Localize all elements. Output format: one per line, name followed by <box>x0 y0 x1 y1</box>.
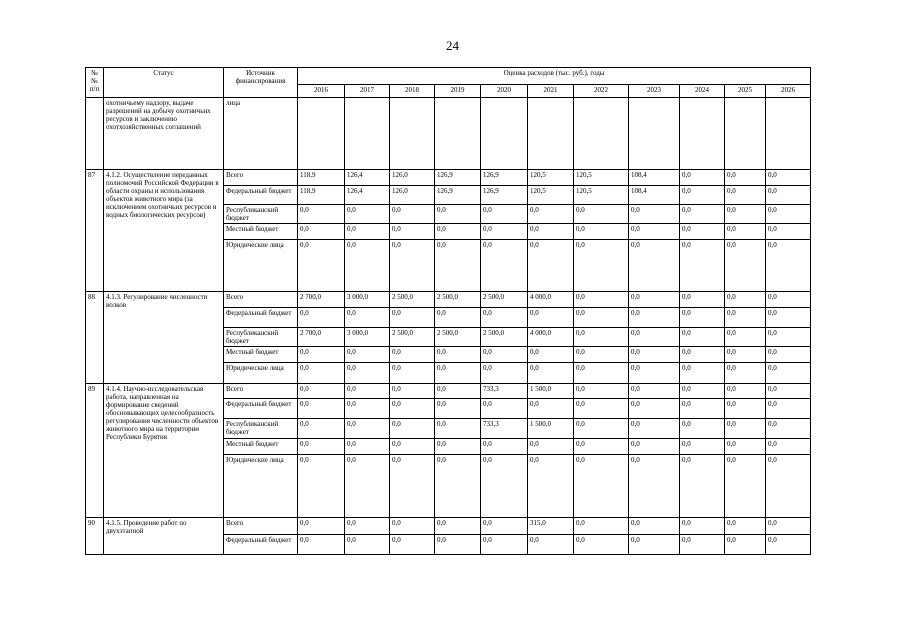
header-year: 2019 <box>435 85 481 98</box>
value-cell: 0,0 <box>435 205 481 224</box>
source-cell: Федеральный бюджет <box>224 308 298 328</box>
value-cell: 0,0 <box>629 399 680 419</box>
value-cell: 0,0 <box>390 455 435 518</box>
value-cell: 120,5 <box>574 170 629 186</box>
value-cell: 0,0 <box>298 240 345 292</box>
source-cell: Федеральный бюджет <box>224 399 298 419</box>
value-cell: 0,0 <box>528 363 574 384</box>
source-cell: Всего <box>224 292 298 308</box>
value-cell: 0,0 <box>345 240 390 292</box>
value-cell: 0,0 <box>629 419 680 439</box>
value-cell: 0,0 <box>390 224 435 240</box>
value-cell: 3 000,0 <box>345 292 390 308</box>
value-cell: 2 500,0 <box>435 328 481 347</box>
value-cell: 0,0 <box>574 455 629 518</box>
row-number: 90 <box>86 518 104 555</box>
value-cell: 0,0 <box>298 224 345 240</box>
value-cell: 0,0 <box>766 399 811 419</box>
value-cell: 0,0 <box>725 363 766 384</box>
value-cell: 126,9 <box>481 186 528 205</box>
value-cell <box>629 98 680 170</box>
value-cell: 126,4 <box>345 170 390 186</box>
value-cell: 0,0 <box>574 419 629 439</box>
value-cell: 0,0 <box>390 399 435 419</box>
value-cell: 0,0 <box>766 170 811 186</box>
header-year: 2016 <box>298 85 345 98</box>
value-cell: 0,0 <box>298 439 345 455</box>
header-year: 2022 <box>574 85 629 98</box>
header-year: 2023 <box>629 85 680 98</box>
value-cell: 0,0 <box>680 455 725 518</box>
value-cell: 1 500,0 <box>528 419 574 439</box>
value-cell: 0,0 <box>390 240 435 292</box>
value-cell: 0,0 <box>435 308 481 328</box>
value-cell: 0,0 <box>680 328 725 347</box>
value-cell: 0,0 <box>345 224 390 240</box>
value-cell: 315,0 <box>528 518 574 535</box>
value-cell: 2 500,0 <box>390 292 435 308</box>
value-cell <box>725 98 766 170</box>
value-cell <box>481 98 528 170</box>
value-cell: 0,0 <box>390 518 435 535</box>
value-cell: 2 500,0 <box>481 328 528 347</box>
value-cell: 0,0 <box>345 518 390 535</box>
value-cell: 0,0 <box>725 535 766 555</box>
value-cell: 733,3 <box>481 384 528 399</box>
value-cell: 0,0 <box>481 240 528 292</box>
value-cell <box>435 98 481 170</box>
value-cell: 2 500,0 <box>481 292 528 308</box>
table-row <box>86 292 811 308</box>
value-cell: 0,0 <box>680 363 725 384</box>
value-cell: 0,0 <box>725 170 766 186</box>
value-cell: 0,0 <box>298 419 345 439</box>
value-cell: 0,0 <box>435 455 481 518</box>
value-cell: 0,0 <box>435 363 481 384</box>
value-cell: 0,0 <box>766 419 811 439</box>
value-cell: 126,0 <box>390 170 435 186</box>
status-cell: 4.1.2. Осуществление переданных полномочий Российской Федерации в области охраны и использования объектов животного мира (за исключением охотничьих ресурсов и водных биологических ресурсов) <box>104 170 224 292</box>
value-cell: 0,0 <box>574 384 629 399</box>
value-cell: 0,0 <box>481 205 528 224</box>
value-cell: 0,0 <box>574 535 629 555</box>
value-cell: 0,0 <box>481 439 528 455</box>
value-cell: 126,9 <box>481 170 528 186</box>
source-cell: Местный бюджет <box>224 224 298 240</box>
value-cell: 0,0 <box>345 399 390 419</box>
value-cell <box>345 98 390 170</box>
value-cell: 0,0 <box>528 399 574 419</box>
value-cell: 0,0 <box>725 308 766 328</box>
value-cell: 0,0 <box>680 205 725 224</box>
value-cell: 0,0 <box>629 455 680 518</box>
header-no: №№ п/п <box>86 68 104 98</box>
value-cell: 0,0 <box>345 419 390 439</box>
value-cell: 0,0 <box>629 308 680 328</box>
value-cell: 0,0 <box>680 384 725 399</box>
value-cell: 0,0 <box>680 308 725 328</box>
value-cell: 126,9 <box>435 186 481 205</box>
value-cell: 0,0 <box>680 399 725 419</box>
value-cell: 0,0 <box>481 347 528 363</box>
value-cell: 0,0 <box>629 328 680 347</box>
value-cell: 0,0 <box>298 308 345 328</box>
value-cell: 0,0 <box>725 384 766 399</box>
value-cell: 0,0 <box>766 328 811 347</box>
source-cell: Юридические лица <box>224 363 298 384</box>
value-cell <box>766 98 811 170</box>
value-cell: 0,0 <box>528 240 574 292</box>
source-cell: Федеральный бюджет <box>224 186 298 205</box>
value-cell: 2 700,0 <box>298 328 345 347</box>
status-cell: 4.1.3. Регулирование численности волков <box>104 292 224 384</box>
value-cell: 0,0 <box>481 363 528 384</box>
source-cell: Всего <box>224 518 298 535</box>
value-cell: 0,0 <box>435 518 481 535</box>
value-cell: 0,0 <box>435 399 481 419</box>
value-cell: 0,0 <box>725 205 766 224</box>
value-cell: 0,0 <box>725 328 766 347</box>
value-cell: 0,0 <box>725 240 766 292</box>
header-source: Источник финансирования <box>224 68 298 98</box>
value-cell: 0,0 <box>528 535 574 555</box>
value-cell: 0,0 <box>390 384 435 399</box>
value-cell: 0,0 <box>298 455 345 518</box>
value-cell: 0,0 <box>390 363 435 384</box>
value-cell: 0,0 <box>766 186 811 205</box>
value-cell: 0,0 <box>574 363 629 384</box>
value-cell: 3 000,0 <box>345 328 390 347</box>
header-year: 2024 <box>680 85 725 98</box>
value-cell: 0,0 <box>766 240 811 292</box>
value-cell: 126,0 <box>390 186 435 205</box>
row-number <box>86 98 104 170</box>
value-cell: 0,0 <box>725 518 766 535</box>
value-cell: 0,0 <box>345 455 390 518</box>
header-year: 2026 <box>766 85 811 98</box>
value-cell: 0,0 <box>435 347 481 363</box>
table-row <box>86 518 811 535</box>
value-cell: 0,0 <box>390 419 435 439</box>
value-cell: 0,0 <box>766 535 811 555</box>
header-year: 2025 <box>725 85 766 98</box>
value-cell: 4 000,0 <box>528 292 574 308</box>
value-cell: 0,0 <box>725 455 766 518</box>
value-cell: 0,0 <box>725 224 766 240</box>
value-cell: 0,0 <box>725 419 766 439</box>
value-cell: 0,0 <box>345 363 390 384</box>
value-cell: 0,0 <box>390 535 435 555</box>
value-cell: 0,0 <box>680 170 725 186</box>
value-cell: 0,0 <box>298 347 345 363</box>
value-cell: 733,3 <box>481 419 528 439</box>
value-cell: 0,0 <box>435 384 481 399</box>
value-cell: 2 500,0 <box>435 292 481 308</box>
value-cell: 0,0 <box>629 384 680 399</box>
value-cell: 0,0 <box>680 186 725 205</box>
value-cell: 0,0 <box>629 347 680 363</box>
value-cell: 0,0 <box>766 292 811 308</box>
source-cell: Всего <box>224 170 298 186</box>
source-cell: Местный бюджет <box>224 347 298 363</box>
value-cell: 0,0 <box>345 439 390 455</box>
value-cell <box>298 98 345 170</box>
value-cell: 0,0 <box>345 384 390 399</box>
value-cell: 0,0 <box>298 363 345 384</box>
row-number: 89 <box>86 384 104 518</box>
table-row <box>86 384 811 399</box>
source-cell: Республиканский бюджет <box>224 205 298 224</box>
value-cell: 0,0 <box>574 308 629 328</box>
value-cell: 0,0 <box>528 205 574 224</box>
value-cell <box>528 98 574 170</box>
value-cell: 0,0 <box>435 439 481 455</box>
value-cell: 0,0 <box>629 205 680 224</box>
value-cell: 0,0 <box>766 224 811 240</box>
value-cell: 0,0 <box>528 455 574 518</box>
value-cell: 0,0 <box>298 384 345 399</box>
value-cell: 0,0 <box>766 455 811 518</box>
value-cell: 0,0 <box>528 439 574 455</box>
source-cell: Республиканский бюджет <box>224 328 298 347</box>
value-cell: 0,0 <box>629 363 680 384</box>
value-cell: 2 500,0 <box>390 328 435 347</box>
value-cell: 0,0 <box>435 240 481 292</box>
value-cell: 0,0 <box>481 308 528 328</box>
value-cell: 0,0 <box>766 308 811 328</box>
value-cell: 118,9 <box>298 170 345 186</box>
value-cell: 0,0 <box>345 308 390 328</box>
source-cell: лица <box>224 98 298 170</box>
value-cell: 0,0 <box>680 439 725 455</box>
value-cell: 0,0 <box>390 205 435 224</box>
value-cell: 0,0 <box>390 308 435 328</box>
value-cell: 0,0 <box>298 205 345 224</box>
value-cell: 1 500,0 <box>528 384 574 399</box>
value-cell: 0,0 <box>680 518 725 535</box>
value-cell: 0,0 <box>345 205 390 224</box>
value-cell: 0,0 <box>629 292 680 308</box>
value-cell: 0,0 <box>345 347 390 363</box>
value-cell: 0,0 <box>629 439 680 455</box>
status-cell: охотничьему надзору, выдаче разрешений на добычу охотничьих ресурсов и заключению охотхозяйственных соглашений <box>104 98 224 170</box>
value-cell: 120,5 <box>528 186 574 205</box>
value-cell: 0,0 <box>481 535 528 555</box>
value-cell: 0,0 <box>298 399 345 419</box>
value-cell: 0,0 <box>629 224 680 240</box>
value-cell: 126,9 <box>435 170 481 186</box>
value-cell: 0,0 <box>725 399 766 419</box>
value-cell: 0,0 <box>345 535 390 555</box>
source-cell: Федеральный бюджет <box>224 535 298 555</box>
value-cell: 0,0 <box>766 518 811 535</box>
value-cell: 120,5 <box>528 170 574 186</box>
value-cell: 0,0 <box>481 224 528 240</box>
value-cell: 0,0 <box>766 384 811 399</box>
value-cell: 0,0 <box>528 308 574 328</box>
header-status: Статус <box>104 68 224 98</box>
row-number: 88 <box>86 292 104 384</box>
value-cell: 0,0 <box>481 455 528 518</box>
value-cell: 0,0 <box>574 399 629 419</box>
value-cell: 0,0 <box>766 347 811 363</box>
value-cell: 108,4 <box>629 170 680 186</box>
source-cell: Республиканский бюджет <box>224 419 298 439</box>
value-cell: 0,0 <box>766 363 811 384</box>
value-cell: 0,0 <box>528 224 574 240</box>
value-cell: 0,0 <box>680 347 725 363</box>
value-cell: 0,0 <box>390 439 435 455</box>
financing-table <box>85 67 811 555</box>
value-cell: 0,0 <box>481 399 528 419</box>
value-cell: 0,0 <box>766 439 811 455</box>
value-cell: 0,0 <box>725 186 766 205</box>
table-row <box>86 98 811 170</box>
value-cell: 118,9 <box>298 186 345 205</box>
value-cell <box>390 98 435 170</box>
value-cell: 4 000,0 <box>528 328 574 347</box>
value-cell: 2 700,0 <box>298 292 345 308</box>
value-cell: 0,0 <box>574 224 629 240</box>
value-cell: 0,0 <box>435 419 481 439</box>
header-year: 2017 <box>345 85 390 98</box>
value-cell: 0,0 <box>629 240 680 292</box>
value-cell: 0,0 <box>435 535 481 555</box>
value-cell: 120,5 <box>574 186 629 205</box>
value-cell: 0,0 <box>481 518 528 535</box>
value-cell: 126,4 <box>345 186 390 205</box>
value-cell: 0,0 <box>629 535 680 555</box>
header-year: 2021 <box>528 85 574 98</box>
value-cell: 0,0 <box>574 347 629 363</box>
value-cell: 0,0 <box>629 518 680 535</box>
source-cell: Юридические лица <box>224 240 298 292</box>
header-year: 2018 <box>390 85 435 98</box>
value-cell: 0,0 <box>725 347 766 363</box>
value-cell: 0,0 <box>725 292 766 308</box>
value-cell: 0,0 <box>574 518 629 535</box>
value-cell: 0,0 <box>298 535 345 555</box>
value-cell: 0,0 <box>680 224 725 240</box>
value-cell: 0,0 <box>528 347 574 363</box>
value-cell: 0,0 <box>298 518 345 535</box>
value-cell: 0,0 <box>680 535 725 555</box>
source-cell: Местный бюджет <box>224 439 298 455</box>
value-cell: 0,0 <box>680 419 725 439</box>
header-estimate: Оценка расходов (тыс. руб.), годы <box>298 68 811 85</box>
value-cell: 0,0 <box>574 292 629 308</box>
source-cell: Юридические лица <box>224 455 298 518</box>
status-cell: 4.1.4. Научно-исследовательская работа, направленная на формирование сведений обосновывающих целесообразность регулирования численности объектов животного мира на территории Республики Бурятия <box>104 384 224 518</box>
source-cell: Всего <box>224 384 298 399</box>
value-cell: 0,0 <box>680 240 725 292</box>
status-cell: 4.1.5. Проведение работ по двухэтапной <box>104 518 224 555</box>
row-number: 87 <box>86 170 104 292</box>
value-cell <box>680 98 725 170</box>
page-number: 24 <box>446 38 459 53</box>
value-cell: 0,0 <box>574 439 629 455</box>
value-cell: 0,0 <box>390 347 435 363</box>
value-cell: 0,0 <box>435 224 481 240</box>
value-cell: 0,0 <box>574 205 629 224</box>
value-cell: 0,0 <box>680 292 725 308</box>
value-cell: 0,0 <box>574 328 629 347</box>
value-cell: 0,0 <box>725 439 766 455</box>
value-cell: 108,4 <box>629 186 680 205</box>
header-year: 2020 <box>481 85 528 98</box>
value-cell <box>574 98 629 170</box>
table-row <box>86 170 811 186</box>
value-cell: 0,0 <box>574 240 629 292</box>
value-cell: 0,0 <box>766 205 811 224</box>
